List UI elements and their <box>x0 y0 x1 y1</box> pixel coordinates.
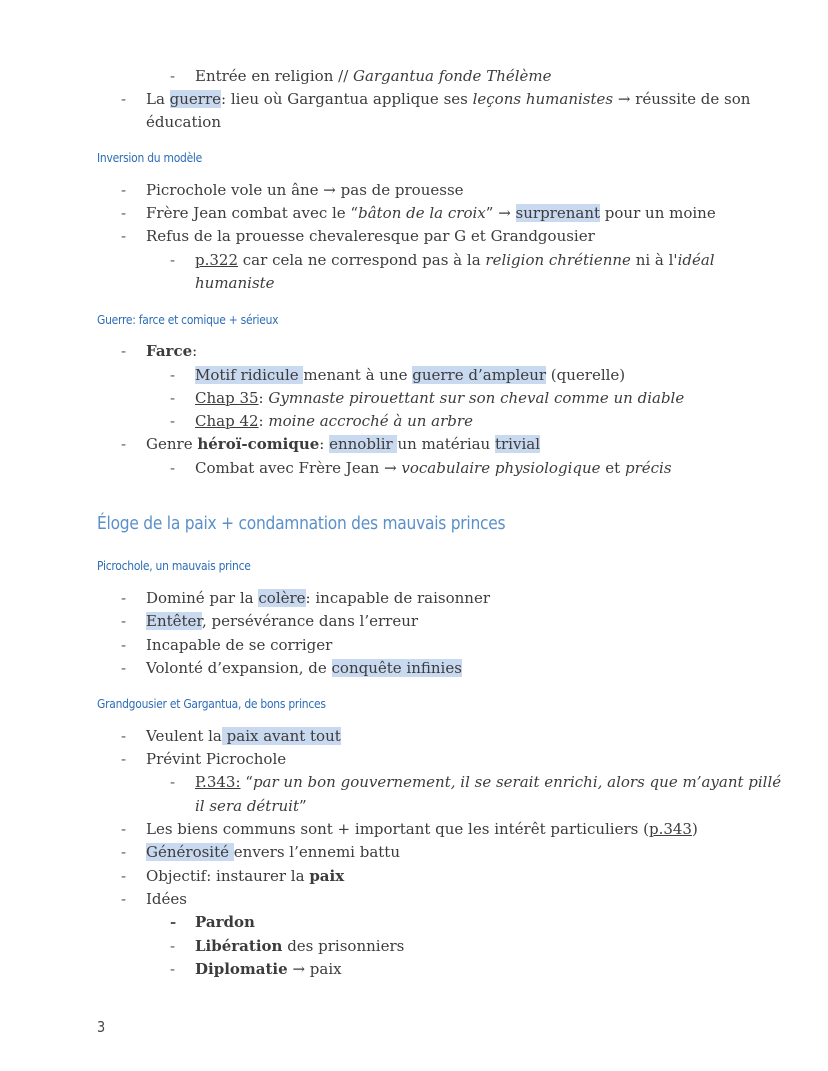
chapter-reference-link: Chap 35 <box>195 389 259 407</box>
bullet-dash: - <box>170 773 176 791</box>
list-item: Pardon <box>195 913 255 931</box>
list-item: Combat avec Frère Jean → vocabulaire physiologique et précis <box>195 459 672 477</box>
list-item: Picrochole vole un âne → pas de prouesse <box>146 181 464 199</box>
list-item: Générosité envers l’ennemi battu <box>146 843 400 861</box>
highlighted-text: trivial <box>494 435 540 453</box>
page-reference-link: p.343 <box>648 820 692 838</box>
list-item: Chap 35: Gymnaste pirouettant sur son cheval comme un diable <box>195 389 685 407</box>
list-item: Incapable de se corriger <box>146 636 333 654</box>
list-item: Dominé par la colère: incapable de raisonner <box>146 589 491 607</box>
list-item: Objectif: instaurer la paix <box>146 867 345 885</box>
highlighted-text: guerre d’ampleur <box>412 366 547 384</box>
highlighted-text: Générosité <box>146 843 234 861</box>
bullet-dash: - <box>121 612 127 630</box>
highlighted-text: ennoblir <box>329 435 398 453</box>
highlighted-text: surprenant <box>515 204 601 222</box>
list-item: Motif ridicule menant à une guerre d’ampleur (querelle) <box>195 366 626 384</box>
bullet-dash: - <box>121 659 127 677</box>
bullet-dash: - <box>121 750 127 768</box>
list-item: Libération des prisonniers <box>195 937 405 955</box>
highlighted-text: paix avant tout <box>221 727 341 745</box>
bullet-dash: - <box>121 820 127 838</box>
bullet-dash: - <box>121 227 127 245</box>
list-item: Veulent la paix avant tout <box>146 727 341 745</box>
section-heading: Inversion du modèle <box>97 150 203 165</box>
list-item: Entêter, persévérance dans l’erreur <box>146 612 419 630</box>
bullet-dash: - <box>170 389 176 407</box>
list-item-continuation: il sera détruit” <box>195 797 307 815</box>
bullet-dash: - <box>121 90 127 108</box>
list-item: Idées <box>146 890 187 908</box>
chapter-reference-link: Chap 42 <box>195 412 259 430</box>
list-item: Entrée en religion // Gargantua fonde Thélème <box>195 67 552 85</box>
bullet-dash: - <box>121 181 127 199</box>
bullet-dash: - <box>121 890 127 908</box>
list-item: Frère Jean combat avec le “bâton de la croix” → surprenant pour un moine <box>146 204 716 222</box>
bullet-dash: - <box>170 412 176 430</box>
bullet-dash: - <box>170 913 177 931</box>
bullet-dash: - <box>170 459 176 477</box>
bullet-dash: - <box>170 937 176 955</box>
section-heading: Grandgousier et Gargantua, de bons princes <box>97 696 326 711</box>
page-reference-link: p.322 <box>195 251 239 269</box>
page-number: 3 <box>97 1018 106 1036</box>
bullet-dash: - <box>121 867 127 885</box>
page-reference-link: P.343: <box>195 773 241 791</box>
list-item: p.322 car cela ne correspond pas à la religion chrétienne ni à l'idéal <box>195 251 715 269</box>
bullet-dash: - <box>121 435 127 453</box>
bullet-dash: - <box>121 727 127 745</box>
list-item: Volonté d’expansion, de conquête infinies <box>146 659 462 677</box>
chapter-heading: Éloge de la paix + condamnation des mauvais princes <box>97 513 506 534</box>
list-item: Les biens communs sont + important que les intérêt particuliers (p.343) <box>146 820 698 838</box>
list-item-continuation: humaniste <box>195 274 275 292</box>
bullet-dash: - <box>170 251 176 269</box>
list-item: Prévint Picrochole <box>146 750 287 768</box>
list-item: Diplomatie → paix <box>195 960 342 978</box>
list-item: Farce: <box>146 342 198 360</box>
bullet-dash: - <box>170 960 176 978</box>
section-heading: Guerre: farce et comique + sérieux <box>97 312 279 327</box>
bullet-dash: - <box>170 366 176 384</box>
highlighted-text: Motif ridicule <box>195 366 304 384</box>
highlighted-text: conquête infinies <box>331 659 462 677</box>
list-item-continuation: éducation <box>146 113 221 131</box>
highlighted-text: colère <box>258 589 306 607</box>
list-item: Genre héroï-comique: ennoblir un matériau trivial <box>146 435 540 453</box>
section-heading: Picrochole, un mauvais prince <box>97 558 251 573</box>
list-item: Chap 42: moine accroché à un arbre <box>195 412 473 430</box>
bullet-dash: - <box>121 843 127 861</box>
bullet-dash: - <box>121 204 127 222</box>
bullet-dash: - <box>121 636 127 654</box>
bullet-dash: - <box>170 67 176 85</box>
list-item: La guerre: lieu où Gargantua applique ses leçons humanistes → réussite de son <box>146 90 751 108</box>
highlighted-text: Entêter <box>146 612 202 630</box>
bullet-dash: - <box>121 342 127 360</box>
list-item: P.343: “par un bon gouvernement, il se serait enrichi, alors que m’ayant pillé <box>195 773 782 791</box>
list-item: Refus de la prouesse chevaleresque par G et Grandgousier <box>146 227 595 245</box>
bullet-dash: - <box>121 589 127 607</box>
highlighted-text: guerre <box>169 90 222 108</box>
